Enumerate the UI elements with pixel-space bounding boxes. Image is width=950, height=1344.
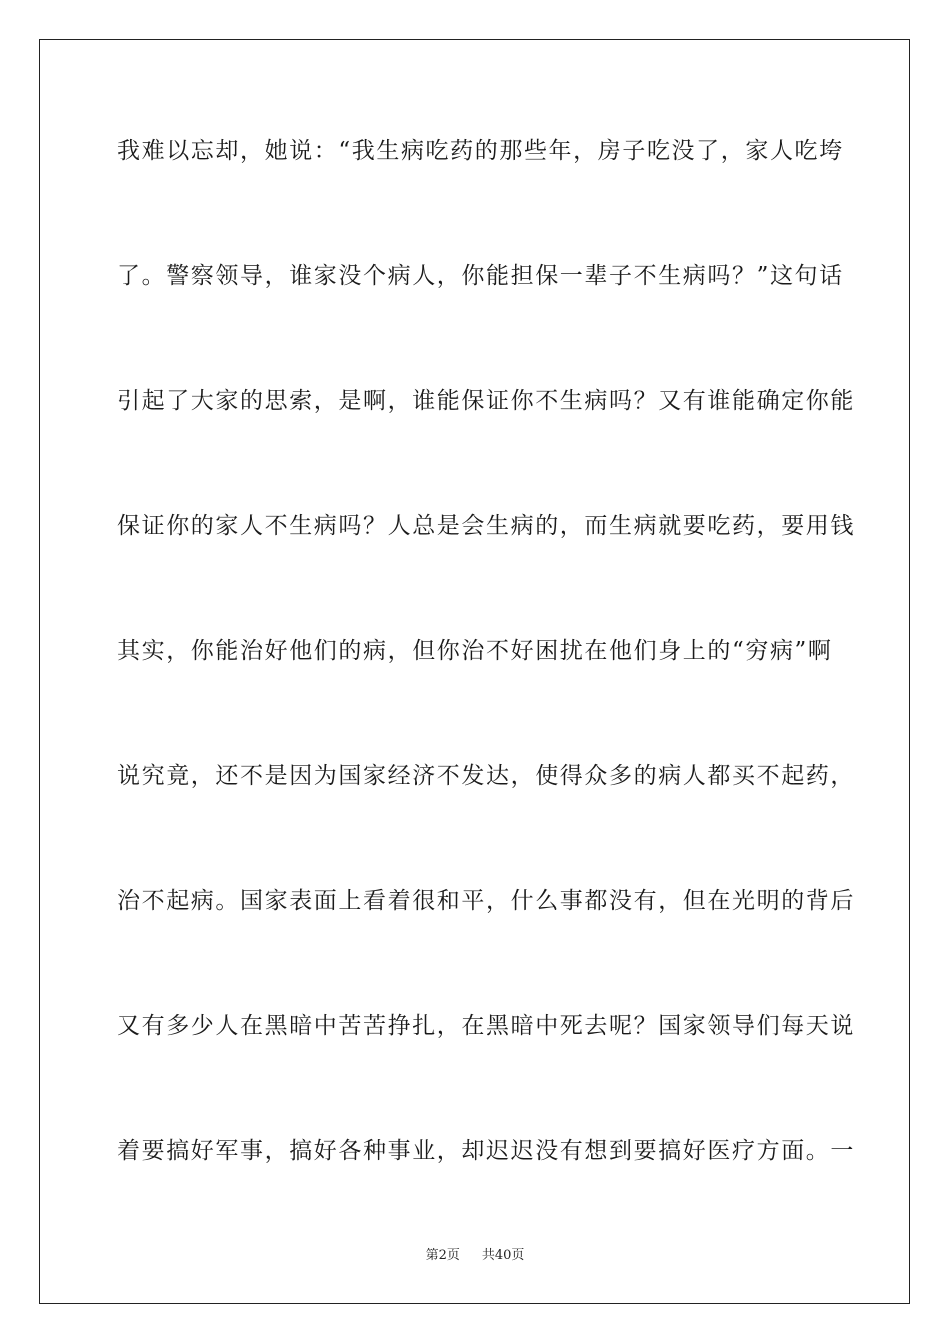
total-pages: 共40页 — [481, 1248, 525, 1263]
text-line: 引起了大家的思索，是啊，谁能保证你不生病吗？又有谁能确定你能 — [117, 388, 855, 414]
text-line: 又有多少人在黑暗中苦苦挣扎，在黑暗中死去呢？国家领导们每天说 — [117, 1013, 855, 1039]
text-line: 着要搞好军事，搞好各种事业，却迟迟没有想到要搞好医疗方面。一 — [117, 1138, 855, 1164]
text-line: 说究竟，还不是因为国家经济不发达，使得众多的病人都买不起药， — [117, 763, 855, 789]
text-line: 治不起病。国家表面上看着很和平，什么事都没有，但在光明的背后 — [117, 888, 855, 914]
text-line: 我难以忘却，她说：“我生病吃药的那些年，房子吃没了，家人吃垮 — [117, 138, 844, 164]
text-line: 其实，你能治好他们的病，但你治不好困扰在他们身上的“穷病”啊 — [117, 638, 833, 664]
text-line: 保证你的家人不生病吗？人总是会生病的，而生病就要吃药，要用钱 — [117, 513, 855, 539]
page-number: 第2页 — [425, 1248, 460, 1263]
text-line: 了。警察领导，谁家没个病人，你能担保一辈子不生病吗？”这句话 — [117, 263, 844, 289]
document-body — [117, 126, 855, 1251]
page-footer — [0, 1246, 950, 1266]
